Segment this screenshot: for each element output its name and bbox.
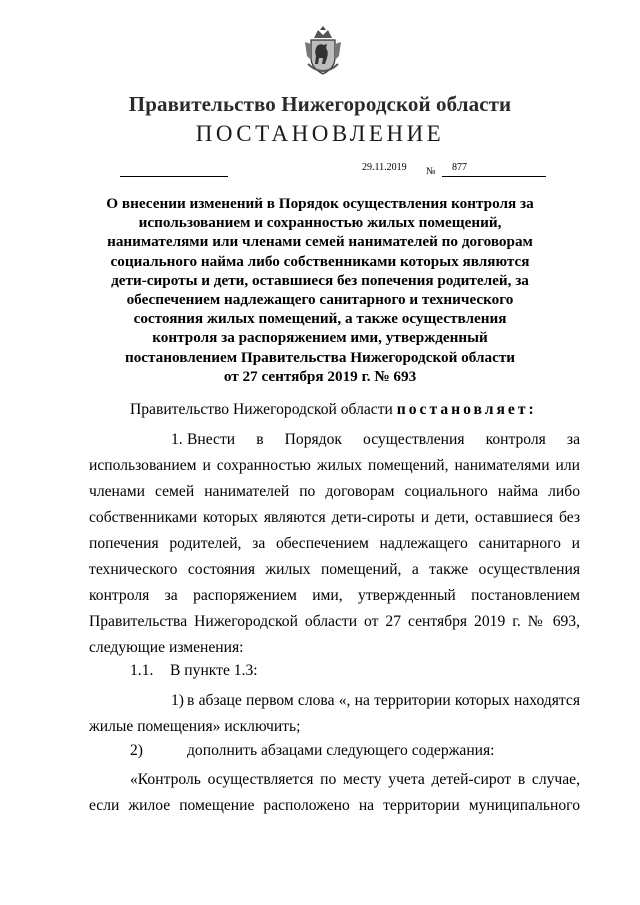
quoted-text: «Контроль осуществляется по месту учета детей-сирот в случае, если жилое помещение расположено на территории муниципального: [89, 771, 580, 814]
heading-line: контроля за распоряжением ими, утвержденный: [152, 329, 488, 347]
intro-prefix: Правительство Нижегородской области: [130, 401, 393, 418]
intro-resolves: постановляет:: [396, 401, 537, 418]
item-number: 2): [130, 742, 143, 759]
paragraph-text: Внести в Порядок осуществления контроля за использованием и сохранностью жилых помещений, нанимателями или членами семей нанимателей по договорам социального найма либо собственниками которых являются дети-сироты и дети, оставшиеся без попечения родителей, за обеспечением надлежащего санитарного и технического состояния жилых помещений, а также осуществления контроля за распоряжением ими, утвержденный постановлением Правительства Нижегородской области от 27 сентября 2019 г. № 693, следующие изменения:: [89, 431, 580, 656]
list-item-1: [89, 688, 580, 740]
number-underline: [442, 176, 546, 177]
heading-line: социального найма либо собственниками которых являются: [110, 252, 530, 270]
heading-line: О внесении изменений в Порядок осуществления контроля за: [106, 195, 534, 212]
paragraph-number: 1.: [171, 431, 183, 448]
heading-line: нанимателями или членами семей нанимателей по договорам: [107, 233, 533, 251]
quoted-paragraph: [89, 767, 580, 819]
item-text: дополнить абзацами следующего содержания:: [187, 742, 495, 759]
list-item-2: [130, 738, 570, 764]
paragraph-text: В пункте 1.3:: [170, 662, 258, 679]
number-label: №: [426, 166, 436, 177]
resolution-intro: [130, 397, 570, 423]
document-heading: [90, 194, 550, 386]
document-number: 877: [452, 162, 467, 173]
item-text: в абзаце первом слова «, на территории которых находятся жилые помещения» исключить;: [89, 692, 580, 735]
coat-of-arms-emblem: [300, 24, 346, 78]
paragraph-number: 1.1.: [130, 662, 154, 679]
item-number: 1): [171, 692, 184, 709]
document-date: 29.11.2019: [362, 162, 407, 173]
heading-line: состояния жилых помещений, а также осуществления: [133, 310, 507, 328]
document-type: ПОСТАНОВЛЕНИЕ: [195, 121, 445, 146]
heading-line: постановлением Правительства Нижегородской области: [124, 348, 516, 366]
paragraph-1-1: [130, 658, 570, 684]
heading-line: использованием и сохранностью жилых помещений,: [138, 214, 502, 232]
paragraph-1: [89, 427, 580, 661]
government-name: Правительство Нижегородской области: [128, 92, 512, 116]
signature-line-left: [120, 176, 228, 177]
heading-line: обеспечением надлежащего санитарного и технического: [126, 291, 514, 309]
heading-line: дети-сироты и дети, оставшиеся без попечения родителей, за: [111, 271, 529, 289]
heading-line: от 27 сентября 2019 г. № 693: [223, 367, 417, 385]
